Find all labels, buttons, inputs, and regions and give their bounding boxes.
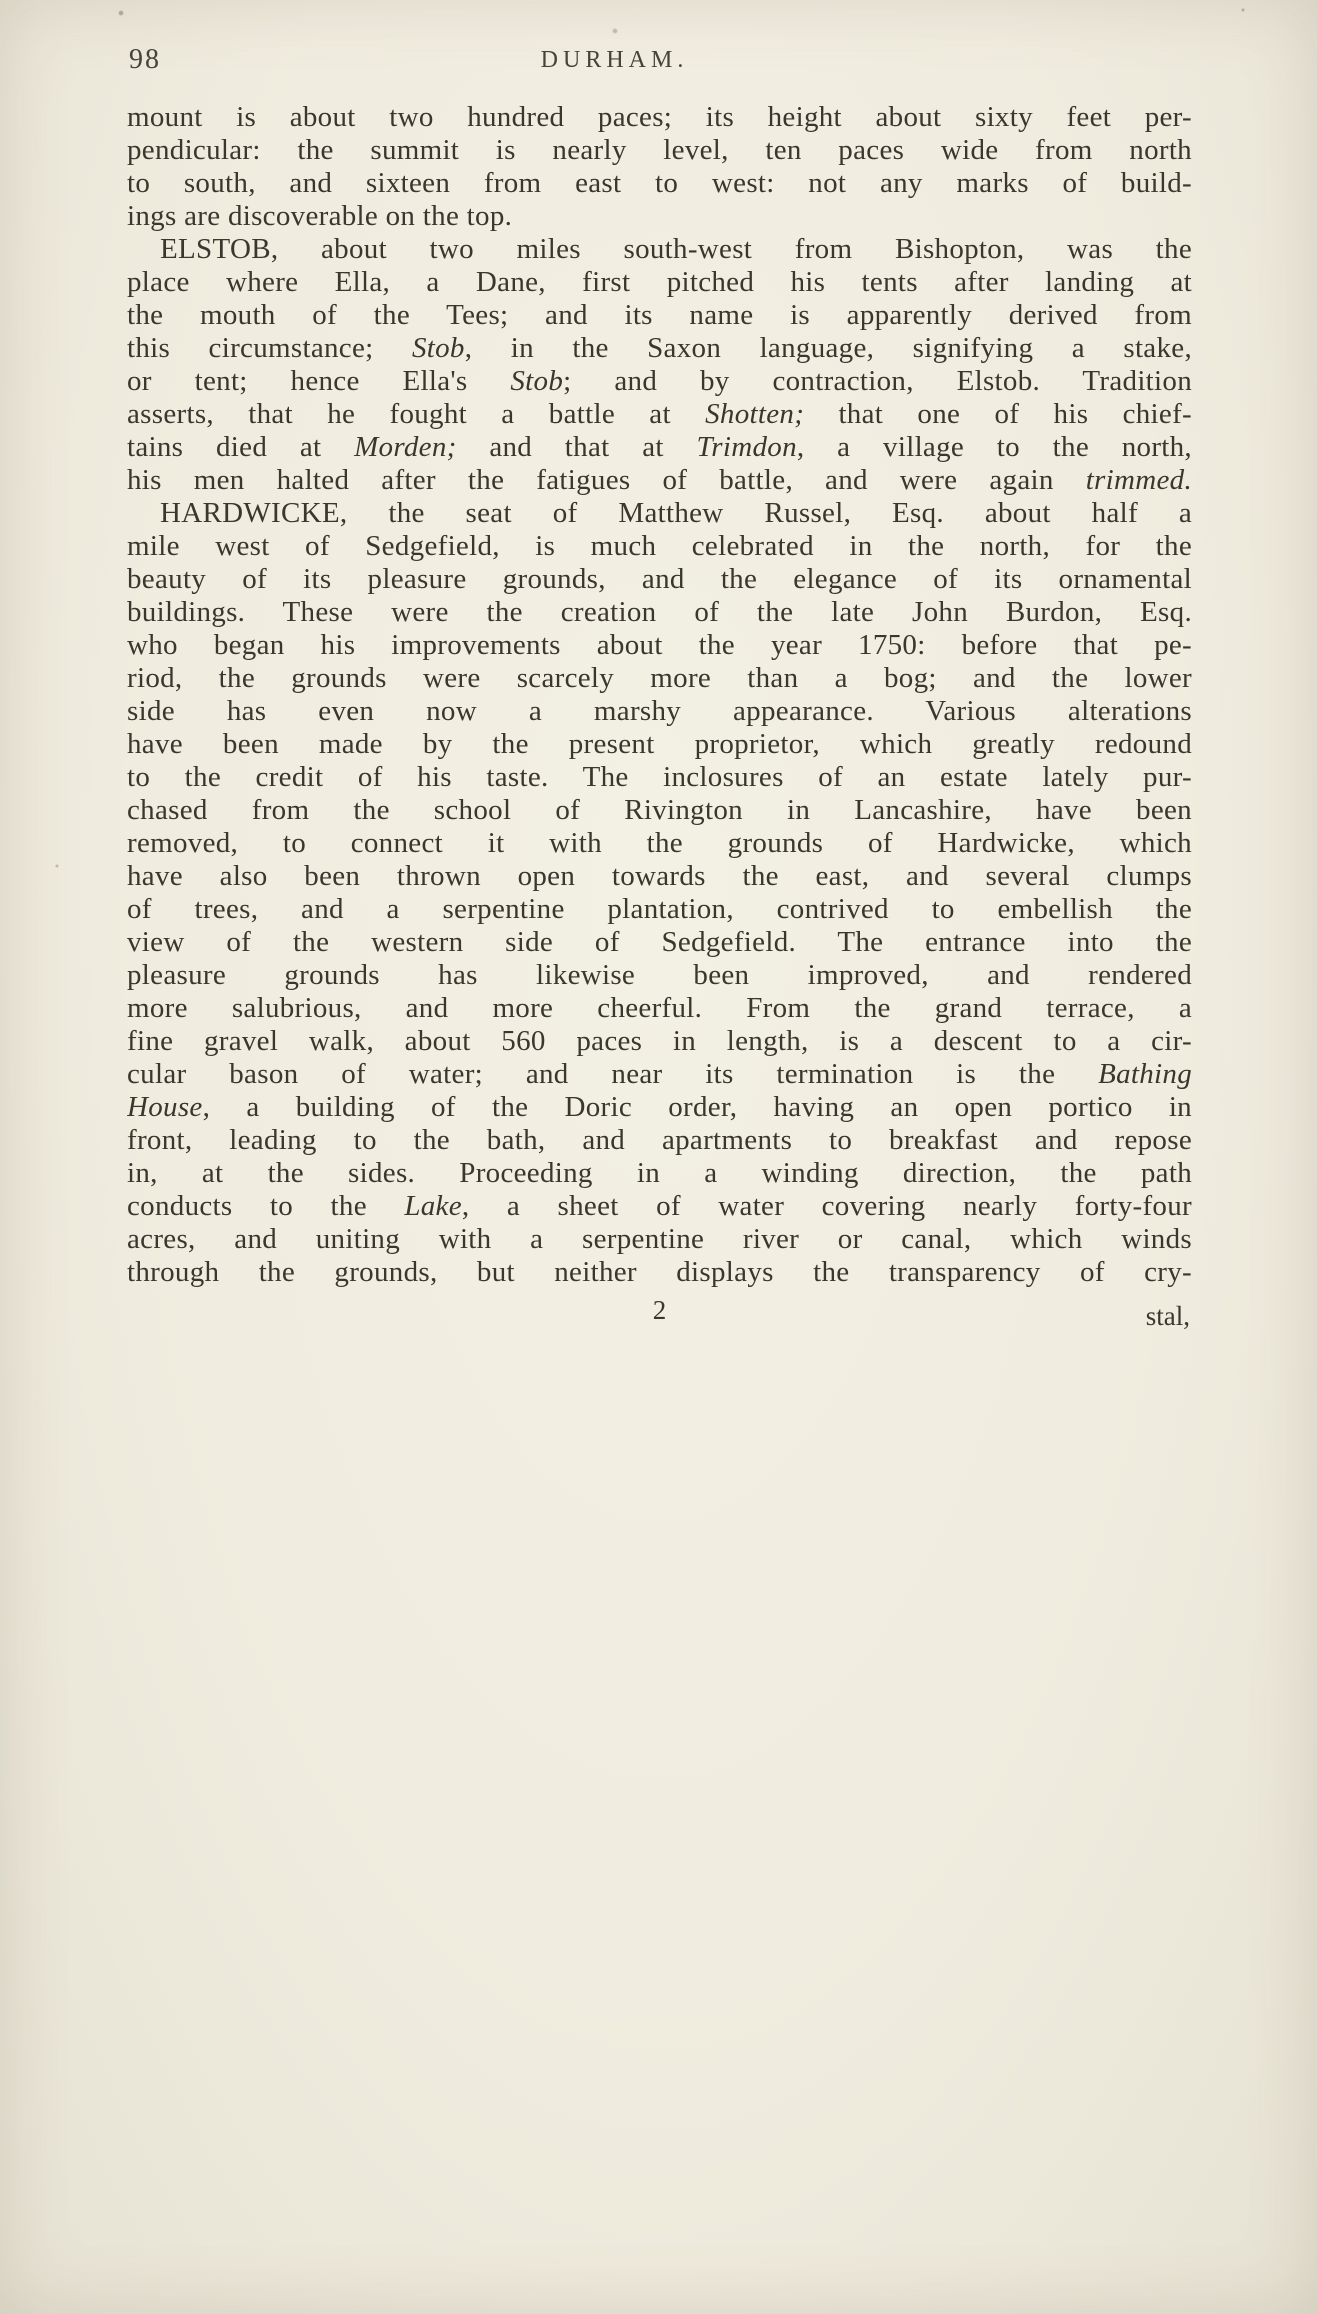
text-line: removed, to connect it with the grounds of Hardwicke, which (127, 827, 1192, 859)
running-title: DURHAM. (540, 47, 689, 73)
text-line: view of the western side of Sedgefield. The entrance into the (127, 926, 1192, 958)
text-line: ELSTOB, about two miles south-west from Bishopton, was the (160, 233, 1192, 265)
text-line: pendicular: the summit is nearly level, ten paces wide from north (127, 134, 1192, 166)
text-line: the mouth of the Tees; and its name is apparently derived from (127, 299, 1192, 331)
text-line: beauty of its pleasure grounds, and the elegance of its ornamental (127, 563, 1192, 595)
text-line: in, at the sides. Proceeding in a winding direction, the path (127, 1157, 1192, 1189)
paragraph (127, 497, 1192, 1289)
text-line: conducts to the Lake, a sheet of water covering nearly forty-four (127, 1190, 1192, 1222)
page-text (127, 101, 1192, 1289)
text-line: side has even now a marshy appearance. Various alterations (127, 695, 1192, 727)
text-line: have also been thrown open towards the east, and several clumps (127, 860, 1192, 892)
text-line: House, a building of the Doric order, having an open portico in (127, 1091, 1192, 1123)
text-line: to south, and sixteen from east to west: not any marks of build- (127, 167, 1192, 199)
page-footer (127, 1295, 1192, 1335)
catchword: stal, (1145, 1301, 1190, 1331)
text-line: through the grounds, but neither displays the transparency of cry- (127, 1256, 1192, 1288)
page-number: 98 (129, 44, 161, 75)
text-line: or tent; hence Ella's Stob; and by contraction, Elstob. Tradition (127, 365, 1192, 397)
text-line: his men halted after the fatigues of battle, and were again trimmed. (127, 464, 1192, 496)
text-line: tains died at Morden; and that at Trimdon, a village to the north, (127, 431, 1192, 463)
text-line: more salubrious, and more cheerful. From the grand terrace, a (127, 992, 1192, 1024)
text-line: fine gravel walk, about 560 paces in length, is a descent to a cir- (127, 1025, 1192, 1057)
text-line: acres, and uniting with a serpentine river or canal, which winds (127, 1223, 1192, 1255)
text-line: place where Ella, a Dane, first pitched his tents after landing at (127, 266, 1192, 298)
text-line: buildings. These were the creation of the late John Burdon, Esq. (127, 596, 1192, 628)
text-line: to the credit of his taste. The inclosures of an estate lately pur- (127, 761, 1192, 793)
text-line: have been made by the present proprietor, which greatly redound (127, 728, 1192, 760)
text-line: ings are discoverable on the top. (127, 200, 513, 232)
text-line: cular bason of water; and near its termination is the Bathing (127, 1058, 1192, 1090)
text-line: HARDWICKE, the seat of Matthew Russel, Esq. about half a (160, 497, 1192, 529)
text-line: riod, the grounds were scarcely more than a bog; and the lower (127, 662, 1192, 694)
paragraph (127, 101, 1192, 233)
text-line: pleasure grounds has likewise been improved, and rendered (127, 959, 1192, 991)
text-line: front, leading to the bath, and apartments to breakfast and repose (127, 1124, 1192, 1156)
paragraph (127, 233, 1192, 497)
text-line: asserts, that he fought a battle at Shotten; that one of his chief- (127, 398, 1192, 430)
text-line: of trees, and a serpentine plantation, contrived to embellish the (127, 893, 1192, 925)
page-header (127, 44, 1192, 80)
text-line: this circumstance; Stob, in the Saxon language, signifying a stake, (127, 332, 1192, 364)
text-line: chased from the school of Rivington in Lancashire, have been (127, 794, 1192, 826)
text-line: mile west of Sedgefield, is much celebrated in the north, for the (127, 530, 1192, 562)
signature-mark: 2 (652, 1295, 667, 1325)
text-line: mount is about two hundred paces; its height about sixty feet per- (127, 101, 1192, 133)
text-line: who began his improvements about the year 1750: before that pe- (127, 629, 1192, 661)
